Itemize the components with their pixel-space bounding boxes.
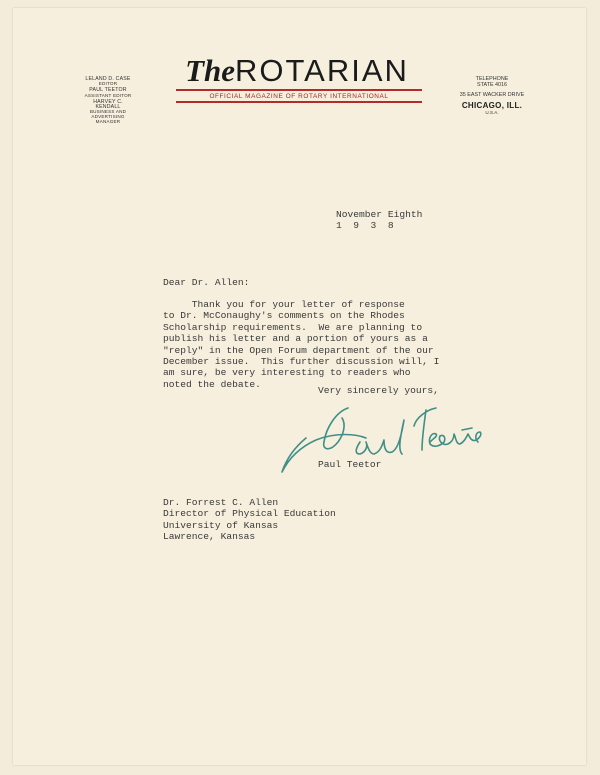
masthead-the: The (185, 53, 236, 88)
staff-line-assistant-name: PAUL TEETOR (89, 87, 127, 94)
staff-line-manager-name: HARVEY C. KENDALL (93, 98, 123, 110)
masthead-subtitle: OFFICIAL MAGAZINE OF ROTARY INTERNATIONAL (209, 93, 389, 100)
address-line: Dr. Forrest C. Allen (163, 497, 279, 508)
telephone-label: TELEPHONE (475, 76, 509, 82)
country: U.S.A. (485, 110, 499, 116)
signer-name: Paul Teetor (318, 459, 382, 470)
body-line: Thank you for your letter of response (163, 299, 405, 310)
masthead-title (171, 55, 423, 86)
body-line: noted the debate. (163, 378, 261, 390)
body-line: to Dr. McConaughy's comments on the Rhodes (163, 310, 405, 322)
salutation: Dear Dr. Allen: (163, 277, 250, 288)
masthead (171, 55, 423, 86)
letter-body (163, 299, 439, 390)
body-line: am sure, be very interesting to readers who (163, 367, 411, 379)
staff-line-editor-title: EDITOR (98, 81, 118, 87)
body-line: Scholarship requirements. We are planning to (163, 321, 423, 333)
address-line: Lawrence, Kansas (163, 531, 256, 543)
telephone-number: STATE 4016 (476, 81, 508, 88)
masthead-rotarian: ROTARIAN (235, 53, 409, 88)
address-line: University of Kansas (163, 519, 279, 531)
staff-line-assistant-title: ASSISTANT EDITOR (84, 92, 132, 98)
letter-date (336, 209, 422, 232)
masthead-rule-top (176, 89, 422, 91)
date-line-2: 1 9 3 8 (336, 220, 394, 232)
street-address: 35 EAST WACKER DRIVE (459, 92, 525, 99)
staff-block (80, 76, 136, 125)
inside-address (163, 497, 336, 543)
staff-line-manager-title-1: BUSINESS AND (89, 109, 127, 115)
masthead-rule-bottom (176, 101, 422, 103)
staff-line-editor-name: LELAND D. CASE (85, 76, 131, 82)
city: CHICAGO, ILL. (461, 101, 523, 111)
body-line: December issue. This further discussion will, I (163, 356, 440, 368)
date-line-1: November Eighth (336, 209, 423, 220)
address-line: Director of Physical Education (163, 508, 336, 520)
body-line: publish his letter and a portion of yours as a (163, 333, 428, 345)
staff-line-manager-title-2: ADVERTISING MANAGER (91, 114, 125, 125)
closing: Very sincerely yours, (318, 385, 439, 396)
contact-block (450, 77, 534, 116)
handwritten-signature (276, 398, 496, 478)
body-line: "reply" in the Open Forum department of the our (163, 344, 434, 356)
